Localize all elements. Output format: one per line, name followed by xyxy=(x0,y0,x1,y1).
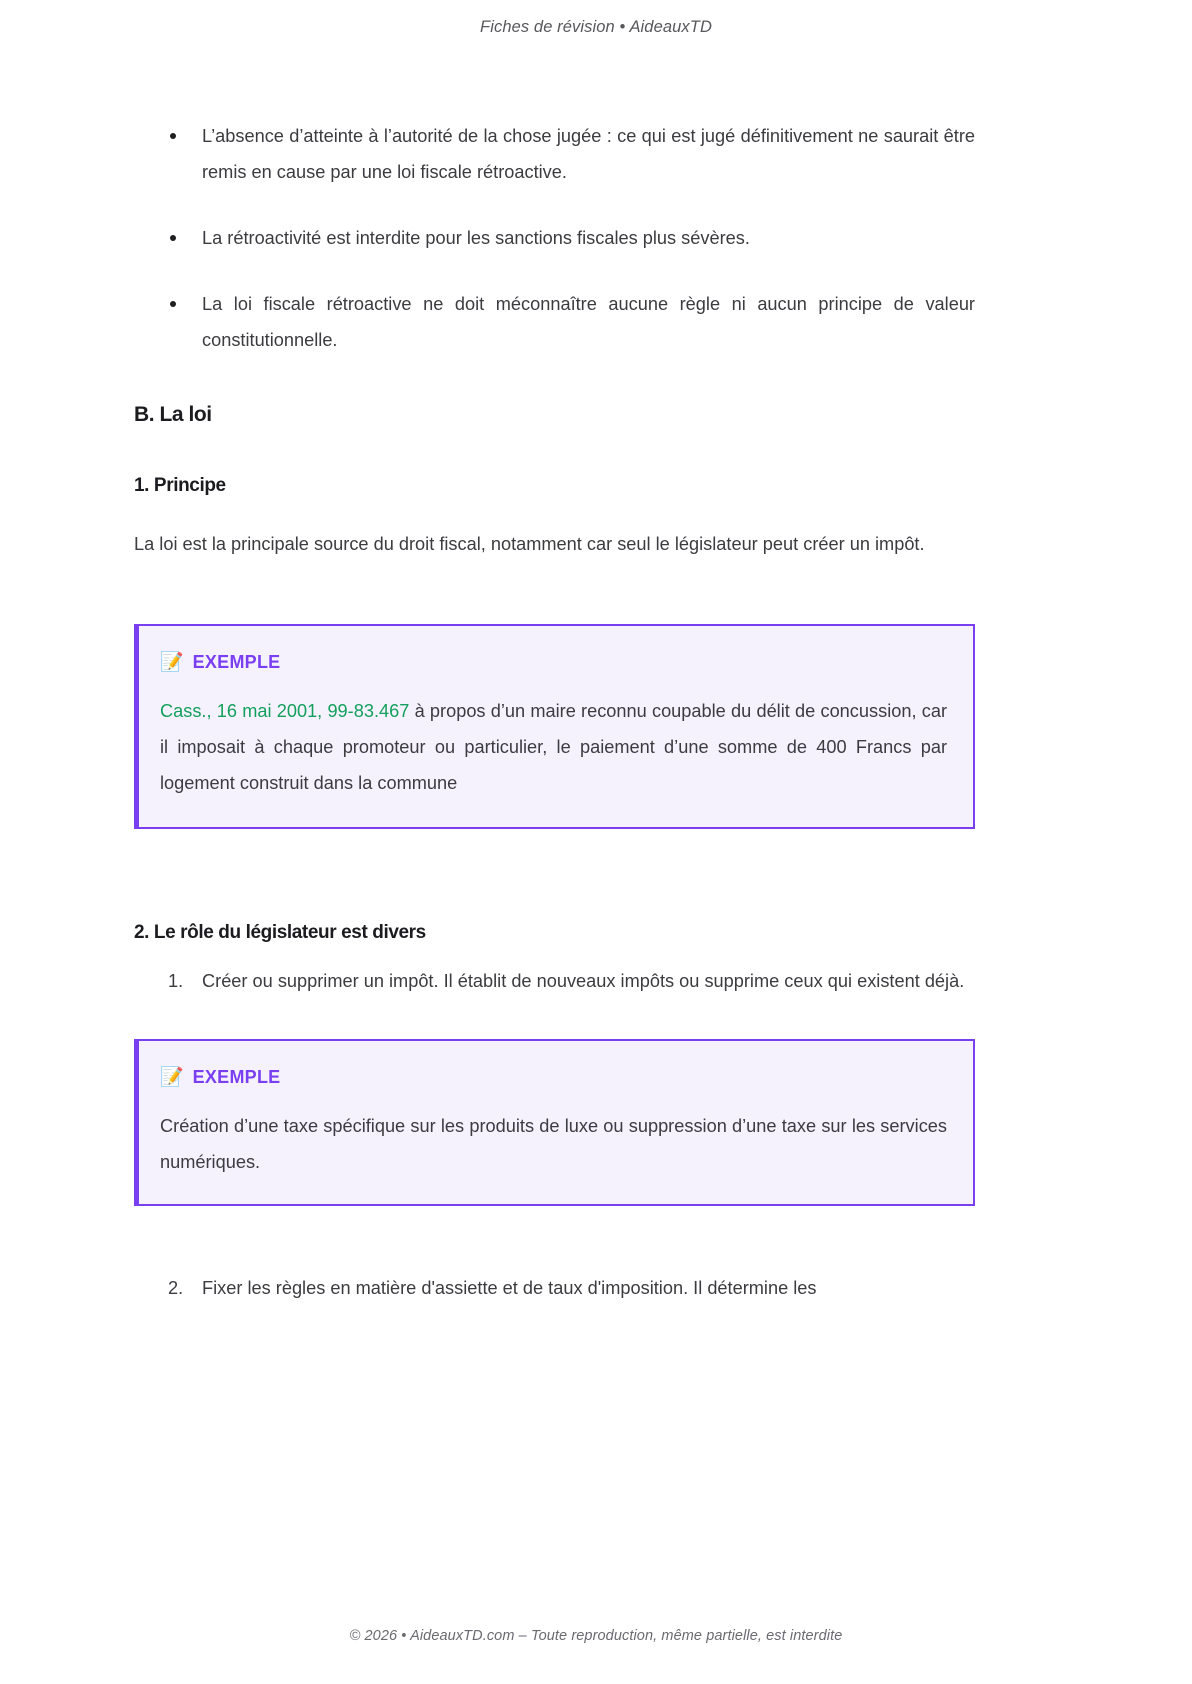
bullet-dot-icon xyxy=(170,235,176,241)
vertical-spacer xyxy=(134,1206,975,1252)
list-item xyxy=(134,286,975,358)
paragraph-principe: La loi est la principale source du droit fiscal, notamment car seul le législateur peut créer un impôt. xyxy=(134,534,925,554)
document-content xyxy=(134,118,975,1306)
list-item xyxy=(134,1270,975,1306)
list-item xyxy=(134,118,975,190)
list-item xyxy=(134,220,975,256)
list-item-text: Fixer les règles en matière d'assiette et de taux d'imposition. Il détermine les xyxy=(202,1277,817,1298)
callout-label-row xyxy=(160,652,947,673)
callout-label-row xyxy=(160,1067,947,1088)
callout-body-text: à propos d’un maire reconnu coupable du délit de concussion, car il imposait à chaque promoteur ou particulier, le paiement d’une somme de 400 Francs par logement construit dans la commune xyxy=(160,701,947,793)
running-header: Fiches de révision • AideauxTD xyxy=(480,18,712,36)
case-citation: Cass., 16 mai 2001, 99-83.467 xyxy=(160,701,410,721)
callout-body: Création d’une taxe spécifique sur les produits de luxe ou suppression d’une taxe sur les services numériques. xyxy=(160,1115,947,1172)
example-callout-1 xyxy=(134,624,975,829)
bullet-text: L’absence d’atteinte à l’autorité de la chose jugée : ce qui est jugé définitivement ne saurait être remis en cause par une loi fiscale rétroactive. xyxy=(202,126,975,182)
subsection-heading-2: 2. Le rôle du législateur est divers xyxy=(134,922,426,943)
list-item-text: Créer ou supprimer un impôt. Il établit de nouveaux impôts ou supprime ceux qui existent déjà. xyxy=(202,970,965,991)
list-item xyxy=(134,963,975,999)
callout-body xyxy=(160,693,947,801)
bullet-list xyxy=(134,118,975,358)
memo-pencil-icon: 📝 xyxy=(160,1066,184,1088)
callout-title: EXEMPLE xyxy=(192,1066,281,1087)
bullet-dot-icon xyxy=(170,301,176,307)
subsection-heading-1: 1. Principe xyxy=(134,475,226,497)
example-callout-2 xyxy=(134,1039,975,1206)
callout-title: EXEMPLE xyxy=(192,652,281,672)
numbered-list-continued xyxy=(134,1270,975,1306)
section-heading-b: B. La loi xyxy=(134,403,212,426)
page-footer: © 2026 • AideauxTD.com – Toute reproduction, même partielle, est interdite xyxy=(349,1628,843,1644)
vertical-spacer xyxy=(134,829,975,875)
numbered-list-first xyxy=(134,963,975,999)
bullet-text: La loi fiscale rétroactive ne doit méconnaître aucune règle ni aucun principe de valeur constitutionnelle. xyxy=(202,294,975,350)
list-item-number: 1. xyxy=(168,970,184,991)
list-item-number: 2. xyxy=(168,1277,184,1298)
memo-pencil-icon: 📝 xyxy=(160,652,184,673)
bullet-dot-icon xyxy=(170,133,176,139)
bullet-text: La rétroactivité est interdite pour les sanctions fiscales plus sévères. xyxy=(202,228,750,248)
